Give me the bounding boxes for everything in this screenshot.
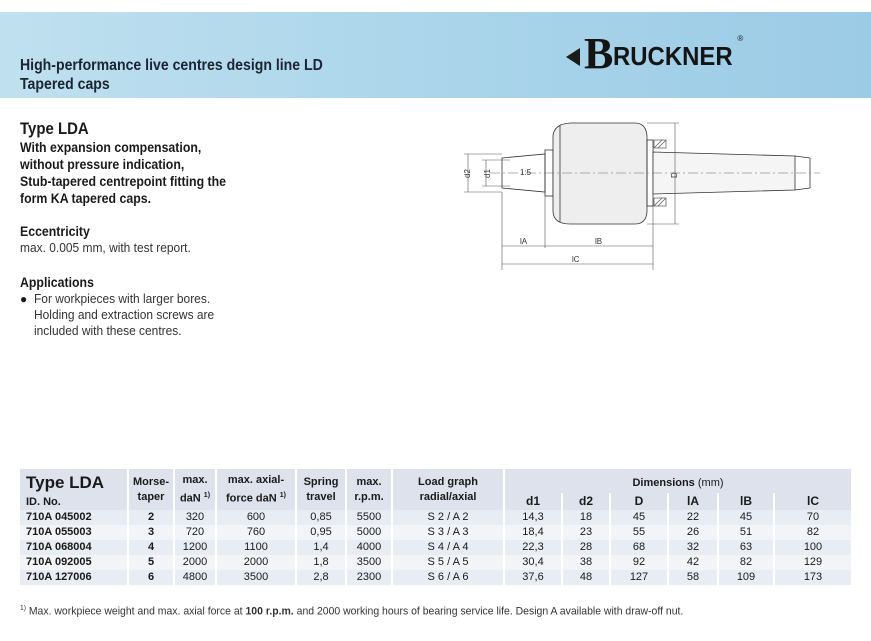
table-cell: S 6 / A 6 bbox=[392, 570, 504, 585]
table-cell: 173 bbox=[774, 570, 851, 585]
col-D: D bbox=[610, 493, 668, 510]
table-row bbox=[20, 525, 851, 540]
table-cell: 5500 bbox=[346, 510, 392, 525]
col-d1: d1 bbox=[504, 493, 562, 510]
col-lC: lC bbox=[807, 494, 819, 508]
table-row bbox=[20, 570, 851, 585]
dim-d2-label: d2 bbox=[463, 169, 472, 178]
logo-rest: RUCKNER bbox=[613, 41, 733, 71]
table-id-label: ID. No. bbox=[20, 493, 128, 510]
table-body bbox=[20, 510, 851, 585]
footnote: $^{1)}$ Max. workpiece weight and max. axial force at 100 r.p.m. and 2000 working hours of bearing service life. Design A available with draw-off nut. bbox=[20, 605, 684, 618]
technical-drawing bbox=[450, 112, 830, 277]
table-cell: 4800 bbox=[174, 570, 216, 585]
table-cell: 68 bbox=[610, 540, 668, 555]
table-cell: 3500 bbox=[216, 570, 296, 585]
table-cell: 28 bbox=[562, 540, 610, 555]
table-cell: 48 bbox=[562, 570, 610, 585]
table-cell: 23 bbox=[562, 525, 610, 540]
eccentricity-heading: Eccentricity bbox=[20, 223, 90, 239]
application-line-3: included with these centres. bbox=[34, 323, 182, 338]
col-max-dan: max. daN $^{1)}$ bbox=[174, 469, 216, 510]
table-cell: 92 bbox=[610, 555, 668, 570]
table-cell: S 5 / A 5 bbox=[392, 555, 504, 570]
table-cell: 3500 bbox=[346, 555, 392, 570]
table-cell: 4000 bbox=[346, 540, 392, 555]
table-cell: 22 bbox=[668, 510, 718, 525]
dim-D-label: D bbox=[670, 172, 679, 178]
col-lB: lB bbox=[718, 493, 774, 510]
col-lA: lA bbox=[668, 493, 718, 510]
table-cell: 26 bbox=[668, 525, 718, 540]
col-load-graph: Load graph radial/axial bbox=[392, 469, 504, 510]
table-cell: 720 bbox=[174, 525, 216, 540]
table-cell: 45 bbox=[718, 510, 774, 525]
body-outline bbox=[553, 123, 647, 224]
table-cell: 127 bbox=[610, 570, 668, 585]
table-cell: 70 bbox=[774, 510, 851, 525]
table-cell: 1200 bbox=[174, 540, 216, 555]
table-cell: S 3 / A 3 bbox=[392, 525, 504, 540]
title-line-2: Tapered caps bbox=[20, 76, 110, 93]
table-cell: 22,3 bbox=[504, 540, 562, 555]
morse-taper-cell: 3 bbox=[128, 525, 174, 540]
table-cell: 129 bbox=[774, 555, 851, 570]
desc-line-3: Stub-tapered centrepoint fitting the bbox=[20, 173, 227, 189]
table-cell: 109 bbox=[718, 570, 774, 585]
table-cell: 2300 bbox=[346, 570, 392, 585]
table-cell: 320 bbox=[174, 510, 216, 525]
desc-line-1: With expansion compensation, bbox=[20, 139, 202, 155]
logo-letter: B bbox=[584, 29, 614, 78]
table-cell: 42 bbox=[668, 555, 718, 570]
table-cell: 2000 bbox=[216, 555, 296, 570]
morse-taper-cell: 4 bbox=[128, 540, 174, 555]
desc-line-2: without pressure indication, bbox=[20, 156, 185, 172]
type-heading: Type LDA bbox=[20, 119, 89, 138]
page-title bbox=[20, 56, 323, 94]
table-cell: 32 bbox=[668, 540, 718, 555]
table-header-row-1 bbox=[20, 469, 851, 493]
table-cell: 2,8 bbox=[296, 570, 346, 585]
dim-lB-label: lB bbox=[595, 237, 603, 246]
table-cell: 55 bbox=[610, 525, 668, 540]
table-row bbox=[20, 510, 851, 525]
table-row bbox=[20, 555, 851, 570]
table-cell: 51 bbox=[718, 525, 774, 540]
table-cell: 82 bbox=[774, 525, 851, 540]
table-cell: 0,95 bbox=[296, 525, 346, 540]
table-cell: 5000 bbox=[346, 525, 392, 540]
morse-taper-cell: 2 bbox=[128, 510, 174, 525]
table-cell: 760 bbox=[216, 525, 296, 540]
title-line-1: High-performance live centres design line LD bbox=[20, 57, 323, 74]
table-cell: 1,4 bbox=[296, 540, 346, 555]
table-cell: 100 bbox=[774, 540, 851, 555]
table-cell: S 2 / A 2 bbox=[392, 510, 504, 525]
table-cell: 63 bbox=[718, 540, 774, 555]
product-description bbox=[20, 119, 320, 339]
morse-taper-cell: 6 bbox=[128, 570, 174, 585]
application-line-1: For workpieces with larger bores. bbox=[34, 291, 211, 306]
col-max-rpm: max. r.p.m. bbox=[346, 469, 392, 510]
logo-arrow-icon bbox=[566, 48, 580, 66]
table-cell: 600 bbox=[216, 510, 296, 525]
table-cell: 58 bbox=[668, 570, 718, 585]
eccentricity-text: max. 0.005 mm, with test report. bbox=[20, 240, 191, 255]
applications-heading: Applications bbox=[20, 274, 94, 290]
dim-lA-label: lA bbox=[520, 237, 528, 246]
col-dimensions: Dimensions (mm) bbox=[632, 476, 724, 489]
dim-lC-label: lC bbox=[572, 255, 580, 264]
dim-d1-label: d1 bbox=[483, 169, 492, 178]
table-row bbox=[20, 540, 851, 555]
specs-table bbox=[20, 469, 851, 585]
id-number-cell: 710A 092005 bbox=[20, 555, 128, 570]
id-number-cell: 710A 045002 bbox=[20, 510, 128, 525]
table-cell: 30,4 bbox=[504, 555, 562, 570]
bruckner-logo bbox=[566, 29, 744, 78]
id-number-cell: 710A 068004 bbox=[20, 540, 128, 555]
table-cell: 38 bbox=[562, 555, 610, 570]
table-cell: 0,85 bbox=[296, 510, 346, 525]
table-cell: 1100 bbox=[216, 540, 296, 555]
col-morse-taper: Morse- taper bbox=[128, 469, 174, 510]
table-cell: 18 bbox=[562, 510, 610, 525]
table-cell: 18,4 bbox=[504, 525, 562, 540]
application-item bbox=[20, 291, 320, 339]
col-d2: d2 bbox=[562, 493, 610, 510]
wall-bottom bbox=[654, 198, 666, 206]
table-cell: 14,3 bbox=[504, 510, 562, 525]
bullet-icon: ● bbox=[20, 292, 28, 306]
col-spring-travel: Spring travel bbox=[296, 469, 346, 510]
table-cell: 37,6 bbox=[504, 570, 562, 585]
col-axial-force: max. axial- force daN $^{1)}$ bbox=[216, 469, 296, 510]
morse-taper-cell: 5 bbox=[128, 555, 174, 570]
table-cell: 2000 bbox=[174, 555, 216, 570]
table-type-label: Type LDA bbox=[20, 469, 128, 493]
taper-ratio-label: 1:5 bbox=[520, 168, 532, 177]
table-cell: 1,8 bbox=[296, 555, 346, 570]
id-number-cell: 710A 055003 bbox=[20, 525, 128, 540]
table-cell: 45 bbox=[610, 510, 668, 525]
registered-mark: ® bbox=[737, 34, 744, 43]
application-line-2: Holding and extraction screws are bbox=[34, 307, 215, 322]
table-cell: S 4 / A 4 bbox=[392, 540, 504, 555]
table-cell: 82 bbox=[718, 555, 774, 570]
id-number-cell: 710A 127006 bbox=[20, 570, 128, 585]
desc-line-4: form KA tapered caps. bbox=[20, 190, 151, 206]
wall-top bbox=[654, 140, 666, 148]
